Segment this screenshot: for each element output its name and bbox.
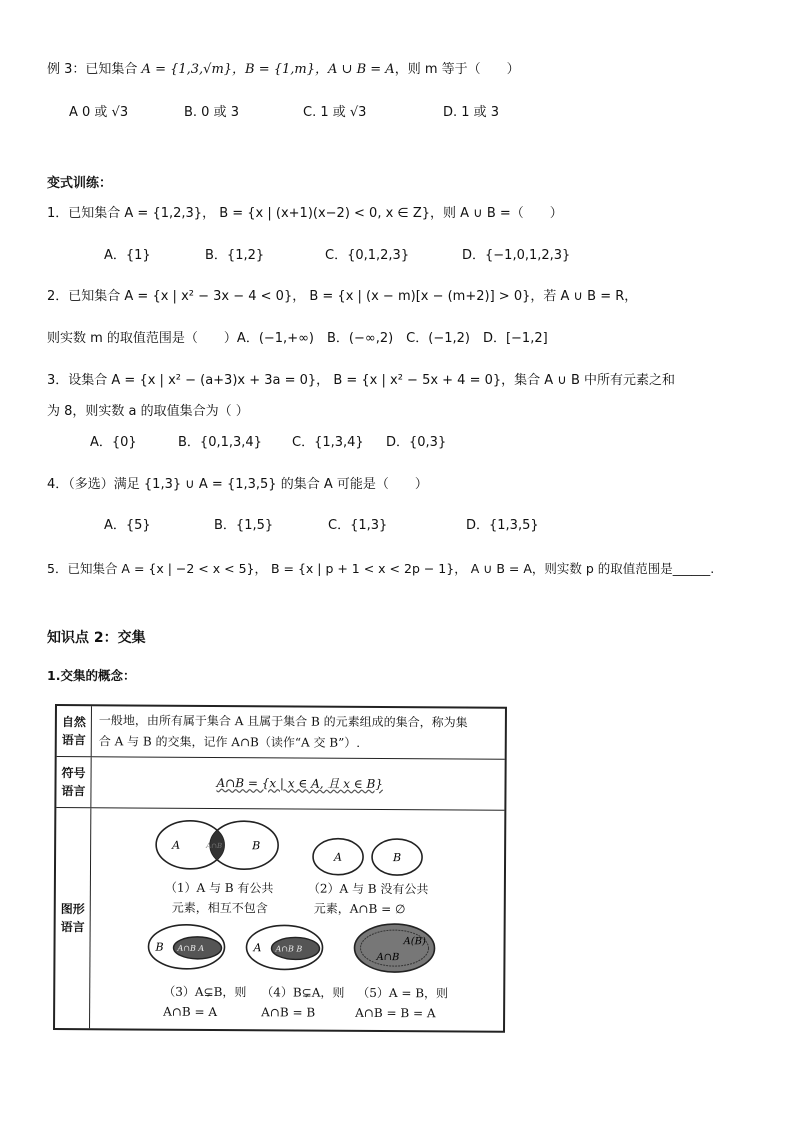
row-label: 符号语言 <box>61 766 86 799</box>
diagram1-caption-line1: （1）A 与 B 有公共 <box>164 880 274 896</box>
q1-option-b: B．{1,2} <box>205 248 265 263</box>
row-label: 图形语言 <box>60 902 85 935</box>
q4-option-b: B．{1,5} <box>214 518 274 533</box>
q5-text: 5．已知集合 A = {x | −2 < x < 5}， B = {x | p + 1 < x < 2p − 1}， A ∪ B = A，则实数 p 的取值范围是______. <box>47 561 715 576</box>
symbolic-definition: A∩B = {x | x ∈ A, 且 x ∈ B} <box>216 775 383 792</box>
natural-language-line1: 一般地，由所有属于集合 A 且属于集合 B 的元素组成的集合，称为集 <box>98 713 468 730</box>
q2-line2: 则实数 m 的取值范围是（ ）A．(−1,+∞) B．(−∞,2) C．(−1,2) D．[−1,2] <box>47 331 548 346</box>
diagram3-caption-line1: （3）A⊊B，则 <box>163 984 247 1000</box>
diagram1-caption-line2: 元素，相互不包含 <box>171 900 268 916</box>
diagram4-caption-line2: A∩B = B <box>261 1005 316 1020</box>
overlap-label: A∩B <box>206 841 223 851</box>
outer-set-label: A <box>253 941 262 955</box>
venn-disjoint-diagram <box>313 839 422 876</box>
outer-set-label: B <box>155 940 164 954</box>
row-label: 自然语言 <box>61 715 86 748</box>
venn-overlap-diagram <box>156 821 278 870</box>
practice-heading: 变式训练： <box>47 176 113 191</box>
intersection-concept-table <box>53 704 507 1033</box>
q4-text: 4．（多选）满足 {1,3} ∪ A = {1,3,5} 的集合 A 可能是（ ） <box>47 477 428 492</box>
q3-line2: 为 8，则实数 a 的取值集合为（ ） <box>47 404 249 419</box>
diagram5-caption-line2: A∩B = B = A <box>355 1005 436 1021</box>
q1-option-c: C．{0,1,2,3} <box>325 248 410 263</box>
intersection-label: A∩B <box>376 951 400 964</box>
q4-option-a: A．{5} <box>104 518 151 533</box>
q2-line1: 2．已知集合 A = {x | x² − 3x − 4 < 0}， B = {x | (x − m)[x − (m+2)] > 0}，若 A ∪ B = R， <box>47 289 638 304</box>
example3-option-d: D. 1 或 3 <box>443 105 500 120</box>
table-row-symbolic-language <box>56 757 504 811</box>
knowledge-subheading: 1.交集的概念： <box>47 668 136 683</box>
set-a-label: A <box>334 850 343 864</box>
diagram4-caption-line1: （4）B⊊A，则 <box>261 985 345 1000</box>
example3-option-b: B. 0 或 3 <box>184 105 239 120</box>
q4-option-c: C．{1,3} <box>328 518 388 533</box>
knowledge-heading: 知识点 2：交集 <box>47 630 146 646</box>
table-row-graphical-language <box>55 808 504 1031</box>
diagram2-caption-line2: 元素，A∩B = ∅ <box>313 901 406 917</box>
venn-subset-b-in-a-diagram <box>246 925 322 969</box>
q3-option-d: D．{0,3} <box>386 435 447 450</box>
example3-option-c: C. 1 或 √3 <box>303 105 367 120</box>
q3-option-c: C．{1,3,4} <box>292 435 364 450</box>
diagram2-caption-line1: （2）A 与 B 没有公共 <box>307 881 429 897</box>
natural-language-line2: 合 A 与 B 的交集，记作 A∩B（读作“A 交 B”）. <box>98 734 361 750</box>
set-b-label: B <box>393 851 402 865</box>
venn-equal-sets-diagram <box>354 924 434 972</box>
q1-text: 1．已知集合 A = {1,2,3}， B = {x | (x+1)(x−2) < 0, x ∈ Z}，则 A ∪ B =（ ） <box>47 206 563 221</box>
q1-option-d: D．{−1,0,1,2,3} <box>462 248 571 263</box>
diagram5-caption-line1: （5）A = B，则 <box>357 985 449 1001</box>
example3-option-a: A 0 或 √3 <box>69 105 129 120</box>
diagram3-caption-line2: A∩B = A <box>163 1004 218 1019</box>
q3-line1: 3．设集合 A = {x | x² − (a+3)x + 3a = 0}， B = {x | x² − 5x + 4 = 0}，集合 A ∪ B 中所有元素之和 <box>47 373 676 388</box>
q1-option-a: A．{1} <box>104 248 151 263</box>
q3-option-b: B．{0,1,3,4} <box>178 435 262 450</box>
q3-option-a: A．{0} <box>90 435 137 450</box>
set-a-label: A <box>172 838 181 852</box>
venn-subset-a-in-b-diagram <box>148 925 224 969</box>
inner-set-label: A∩B B <box>275 944 303 954</box>
set-b-label: B <box>252 839 261 853</box>
example3-question: 例 3：已知集合 A = {1,3,√m}，B = {1,m}，A ∪ B = A，则 m 等于（ ） <box>47 62 520 77</box>
inner-set-label: A∩B A <box>177 943 205 953</box>
table-row-natural-language <box>57 706 505 760</box>
q4-option-d: D．{1,3,5} <box>466 518 539 533</box>
equal-set-label: A(B) <box>403 936 426 948</box>
